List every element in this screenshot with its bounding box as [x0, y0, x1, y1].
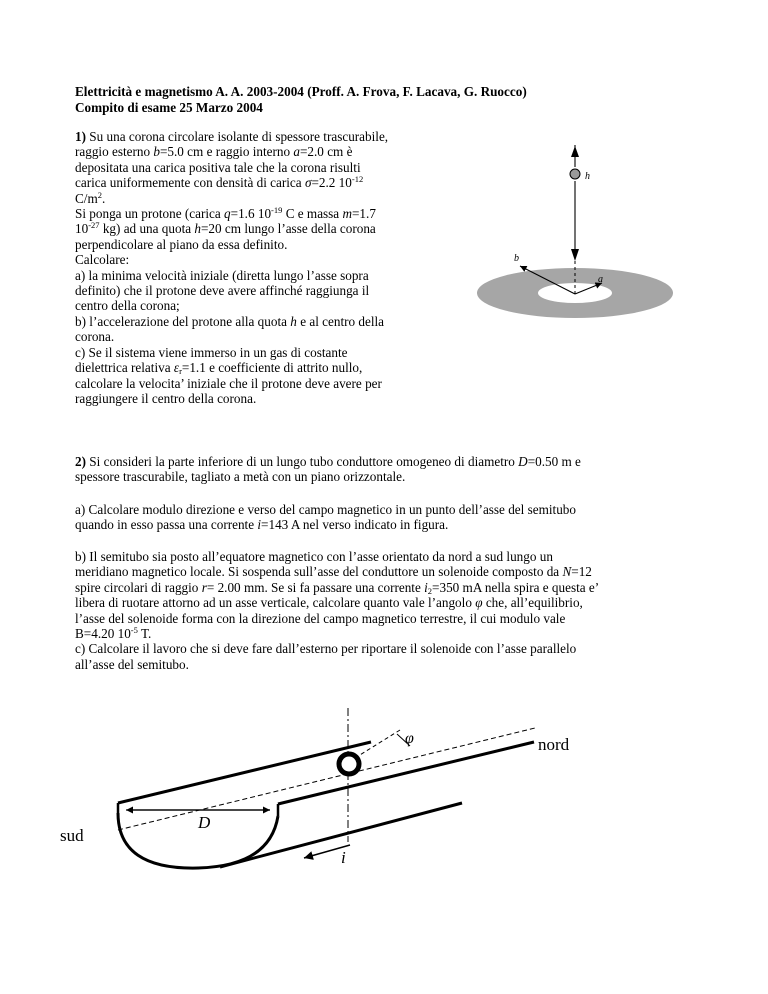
label-a: a	[598, 274, 603, 285]
tube-axis-dashed	[118, 728, 535, 830]
label-h: h	[585, 171, 590, 182]
label-nord: nord	[538, 735, 570, 754]
problem-2-number: 2)	[75, 454, 86, 469]
label-i: i	[341, 848, 346, 867]
annulus-figure	[460, 145, 690, 325]
problem-2-intro: 2) Si consideri la parte inferiore di un lungo tubo conduttore omogeneo di diametro D=0.50 m e spessore trascurabile, tagliato a metà con un piano orizzontale.	[75, 454, 581, 485]
problem-1-number: 1)	[75, 129, 86, 144]
problem-1-text: 1) Su una corona circolare isolante di spessore trascurabile, raggio esterno b=5.0 cm e raggio interno a=2.0 cm è depositata una carica positiva tale che la corona risulti carica uniformemente con densità di carica σ=2.2 $10^{-12}$ $C/m^2$. Si ponga un protone (carica q=1.6 $10^{-19}$ C e massa m=1.7 $10^{-27}$ kg) ad una quota h=20 cm lungo l’asse della corona perpendicolare al piano da essa definito. Calcolare: a) la minima velocità iniziale (diretta lungo l’asse sopra definito) che il protone deve avere affinché raggiunga il centro della corona; b) l’accelerazione del protone alla quota h e al centro della corona. c) Se il sistema viene immerso in un gas di costante dielettrica relativa $\varepsilon_r=1.1$ e coefficiente di attrito nullo, calcolare la velocita’ iniziale che il protone deve avere per raggiungere il centro della corona.	[75, 129, 389, 406]
exam-date: Compito di esame 25 Marzo 2004	[75, 100, 263, 115]
tube-front-edge	[278, 742, 534, 804]
velocity-arrowhead	[571, 249, 579, 261]
proton	[570, 169, 580, 179]
label-D: D	[198, 813, 211, 832]
problem-2-part-a: a) Calcolare modulo direzione e verso del campo magnetico in un punto dell’asse del semitubo quando in esso passa una corrente i=143 A nel verso indicato in figura.	[75, 502, 576, 533]
axis-arrowhead	[571, 146, 579, 157]
tube-back-edge	[118, 742, 371, 803]
label-b: b	[514, 253, 519, 264]
exam-header	[75, 84, 527, 116]
problem-2-part-bc: b) Il semitubo sia posto all’equatore magnetico con l’asse orientato da nord a sud lungo un meridiano magnetico locale. Si sospenda sull’asse del conduttore un solenoide composto da N=12 spire circolari di raggio r= 2.00 mm. Se si fa passare una corrente $i_2=350$ mA nella spira e questa e’ libera di ruotare attorno ad un asse verticale, calcolare quanto vale l’angolo φ che, all’equilibrio, l’asse del solenoide forma con la direzione del campo magnetico terrestre, il cui modulo vale B=4.20 $10^{-5}$ T. c) Calcolare il lavoro che si deve fare dall’esterno per riportare il solenoide con l’asse parallelo all’asse del semitubo.	[75, 549, 600, 672]
half-tube-figure	[60, 700, 620, 880]
label-sud: sud	[60, 826, 84, 845]
course-title: Elettricità e magnetismo A. A. 2003-2004 (Proff. A. Frova, F. Lacava, G. Ruocco)	[75, 84, 527, 99]
label-phi: φ	[405, 730, 414, 747]
